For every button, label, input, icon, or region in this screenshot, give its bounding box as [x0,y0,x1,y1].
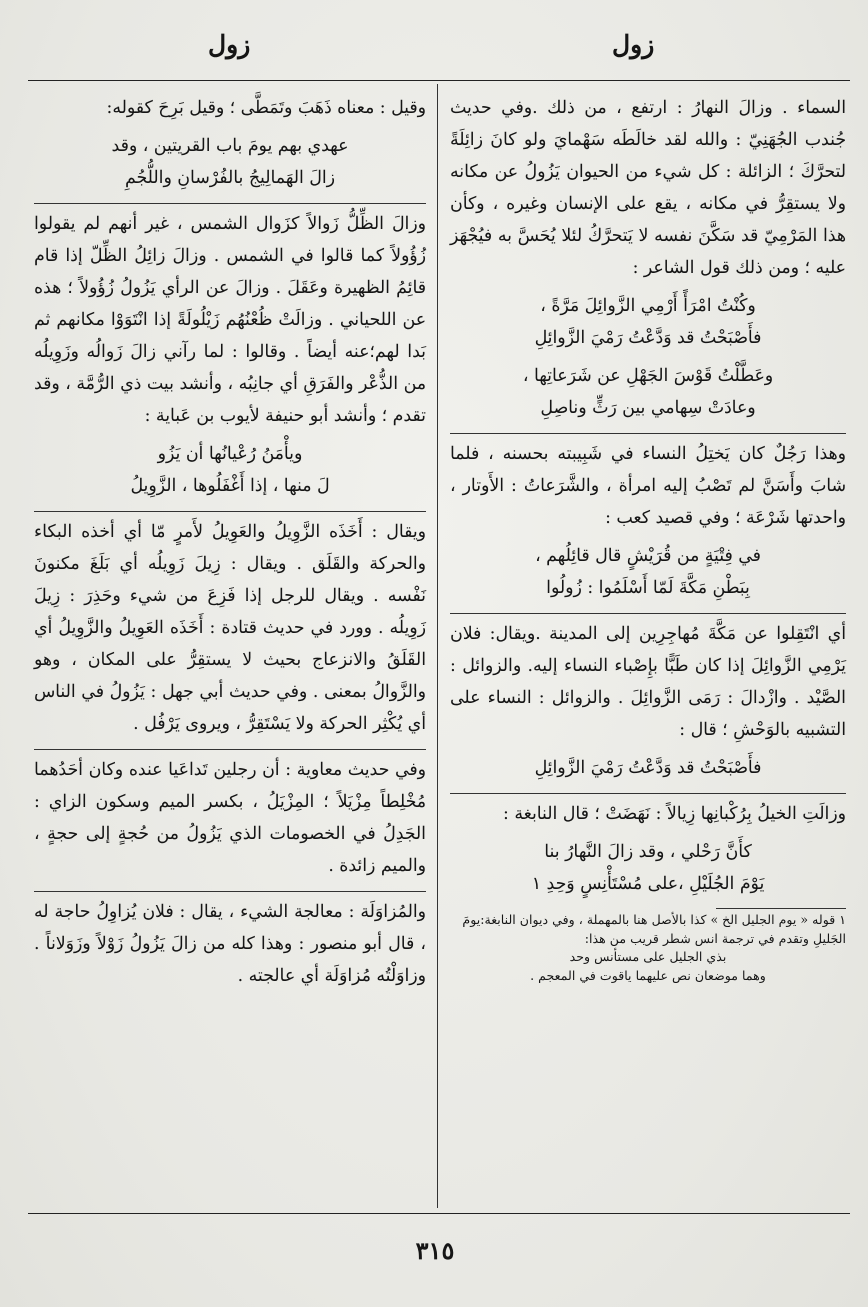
left-column [34,92,426,992]
section-rule [450,793,846,794]
paragraph: وهذا رَجُلٌ كان يَختِلُ النساء في شَبِيبته بحسنه ، فلما شابَ وأَسَنَّ لم تَصْبُ إليه امرأة ، والشَّرَعاتُ : الأَوتار ، واحدتها شَرْعَة ؛ وفي قصيد كعب : [450,444,846,528]
paragraph: وقيل : معناه ذَهَبَ وتَمَطَّى ؛ وقيل بَرِحَ كقوله: [106,98,426,118]
verse-line: عهدي بهم يومَ باب القريتين ، وقد [111,136,349,156]
verse-line: لَ منها ، إذا أَغْفَلُوها ، الزَّوِيلُ [130,476,330,496]
verse [450,836,846,900]
paragraph: وزالَ الظِّلُّ زَوالاً كزَوال الشمس ، غير أنهم لم يقولوا زُؤُولاً كما قالوا في الشمس . وزالَ زائِلُ الظِّلّ إذا قام قائِمُ الظهيرة وعَقَلَ . وزالَ عن الرأي يَزُولُ زُؤُولاً ؛ هذه عن اللحياني . وزالَتْ ظُعْنُهُم زَيْلُولَةً إذا انْتَوَوْا مكانهم ثم بَدا لهم؛عنه أيضاً . وقالوا : لما رآني زالَ زَوالُه وزَوِيلُه من الذُّعْر والفَرَقِ أي جانِبُه ، وأنشد بيت ذي الرُّمَّة ، وقد تقدم ؛ وأنشد أبو حنيفة لأيوب بن عَباية : [34,214,426,426]
footer-rule [28,1213,850,1214]
verse [34,130,426,194]
section-rule [34,203,426,204]
verse-line: بِبَطْنِ مَكَّةَ لَمّا أَسْلَمُوا : زُولُوا [546,578,750,598]
verse-line: كأَنَّ رَحْلي ، وقد زالَ النَّهارُ بنا [544,842,752,862]
section-rule [450,613,846,614]
running-header-right: زول [612,30,655,59]
verse-line: فأَصْبَحْتُ قد وَدَّعْتُ رَمْيَ الزَّوائِلِ [534,758,762,778]
paragraph: وفي حديث معاوية : أن رجلين تَداعَيا عنده وكان أحَدُهما مُخْلِطاً مِزْيَلاً ؛ المِزْيَلُ ، بكسر الميم وسكون الزاي : الجَدِلُ في الخصومات الذي يَزُولُ من حُجةٍ إلى حجةٍ ، والميم زائدة . [34,760,426,876]
paragraph: السماء . وزالَ النهارُ : ارتفع ، من ذلك .وفي حديث جُندب الجُهَنِيّ : والله لقد خالَطَه سَهْمايَ ولو كانَ زائِلَةً لتحرَّكَ ؛ الزائلة : كل شيء من الحيوان يَزُولُ عن مكانه ولا يستقِرُّ في مكانه ، يقع على الإنسان وغيره ، وكأن هذا المَرْمِيّ قد سَكَّنَ نفسه لا يَتحرَّكُ لئلا يُحَسَّ به فيُجْهَز عليه ؛ ومن ذلك قول الشاعر : [450,98,846,278]
paragraph: والمُزاوَلَة : معالجة الشيء ، يقال : فلان يُزاوِلُ حاجة له ، قال أبو منصور : وهذا كله من زالَ يَزُولُ زَوْلاً وزَوَلاناً . وزاوَلْتُه مُزاوَلَة أي عالجته . [34,902,426,986]
verse [450,360,846,424]
running-header-left: زول [208,30,251,59]
verse-line: زالَ الهَمالِيجُ بالفُرْسانِ واللُّجُمِ [125,168,335,188]
verse-line: وعَطَّلْتُ قَوْسَ الجَهْلِ عن شَرَعاتِها ، [522,366,774,386]
verse [34,438,426,502]
header-rule [28,80,850,81]
section-rule [34,891,426,892]
right-column [450,92,846,985]
paragraph: أي انْتَقِلوا عن مَكَّةَ مُهاجِرِين إلى المدينة .ويقال: فلان يَرْمِي الزَّوائِلَ إذا كان طَبًّا بإِصْباء النساء إليه. والزوائل : الصَّيْد . وازْدالَ : رَمَى الزَّوائِلَ . والزوائل : النساء على التشبيه بالوَحْشِ ؛ قال : [450,624,846,740]
footnote-end: وهما موضعان نص عليهما ياقوت في المعجم . [530,967,766,983]
footnote-rule [716,908,846,909]
paragraph: وزالَتِ الخيلُ بِرُكْبانِها زِيالاً : نَهَضَتْ ؛ قال النابغة : [503,804,846,824]
verse-line: وكُنْتُ امْرَأً أَرْمِي الزَّوائِلَ مَرَّةً ، [540,296,756,316]
footnote [450,911,846,985]
verse [450,752,846,784]
page-number: ٣١٥ [415,1236,455,1265]
verse [450,290,846,354]
verse-line: يَوْمَ الجُلَيْلِ ،على مُسْتَأْنِسٍ وَحِدِ ١ [531,874,765,894]
column-divider [437,84,438,1208]
section-rule [450,433,846,434]
footnote-verse: بذي الجليل على مستأنس وحد [569,949,727,964]
footnote-text: ١ قوله « يوم الجليل الخ » كذا بالأصل هنا بالمهملة ، وفي ديوان النابغة:يومَ الجَليلِ وتقدم في ترجمة انس شطر قريب من هذا: [462,912,846,946]
paragraph: ويقال : أَخَذَه الزَّوِيلُ والعَوِيلُ لأَمرٍ مّا أي أخذه البكاء والحركة والقَلَق . ويقال : زِيلَ زَوِيلُه أي بَلَغَ مكنونَ نَفْسه . ويقال للرجل إذا فَزِعَ من شيء وحَذِرَ : زِيلَ زَوِيلُه . وورد في حديث قتادة : أَخَذَه العَوِيلُ والزَّوِيلُ أي القَلَقُ والانزعاج بحيث لا يستقِرُّ على المكان ، وهو والزَّوالُ بمعنى . وفي حديث أبي جهل : يَزُولُ في الناس أي يُكْثِر الحركة ولا يَسْتَقِرُّ ، ويروى يَرْفُل . [34,522,426,734]
verse-line: ويأْمَنُ رُعْيانُها أن يَزُو [157,444,303,464]
section-rule [34,749,426,750]
section-rule [34,511,426,512]
verse-line: فأَصْبَحْتُ قد وَدَّعْتُ رَمْيَ الزَّوائِلِ [534,328,762,348]
verse-line: وعادَتْ سِهامي بين رَثٍّ وناصِلِ [540,398,756,418]
verse-line: في فِتْيَةٍ من قُرَيْشٍ قال قائِلُهم ، [535,546,761,566]
verse [450,540,846,604]
